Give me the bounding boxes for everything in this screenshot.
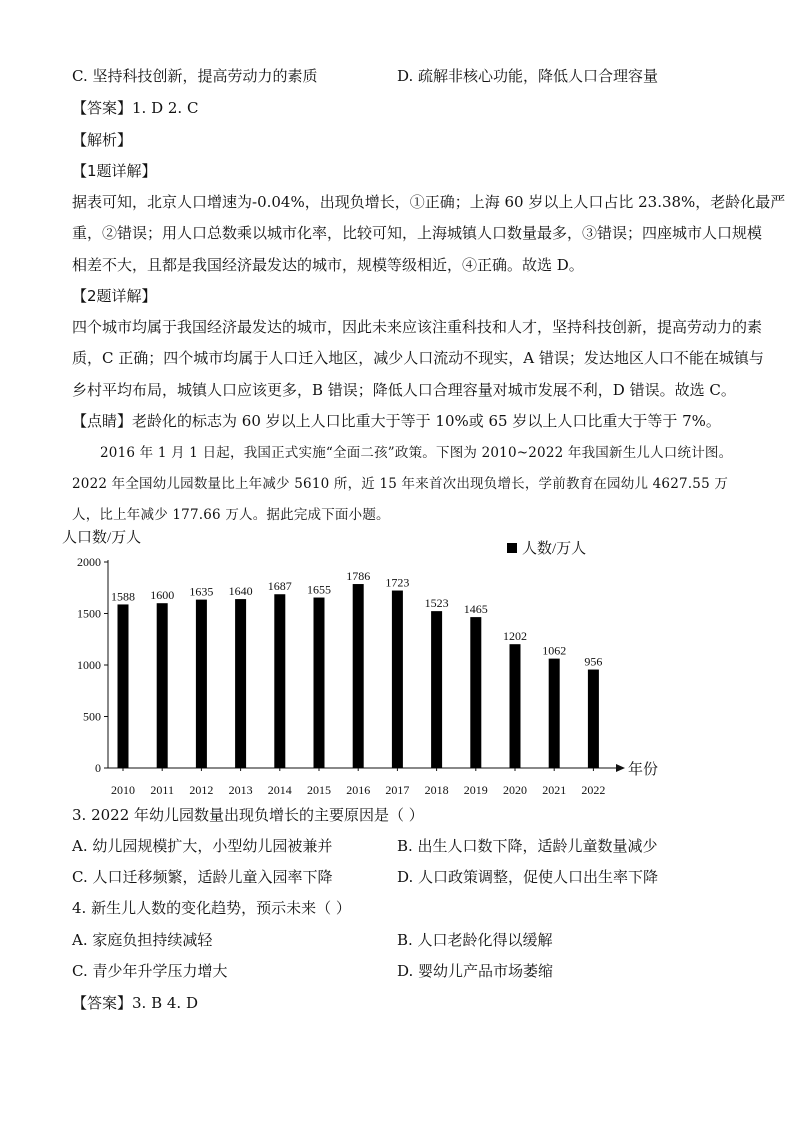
q3-stem: 3. 2022 年幼儿园数量出现负增长的主要原因是（ ） — [72, 806, 424, 824]
legend-label: 人数/万人 — [522, 541, 587, 557]
bar-value-label: 1062 — [542, 643, 567, 658]
answer-line-1 — [72, 98, 198, 118]
detail2-line: 乡村平均布局，城镇人口应该更多，B 错误；降低人口合理容量对城市发展不利，D 错误。故选 C。 — [72, 381, 736, 399]
tip-text: 老龄化的标志为 60 岁以上人口比重大于等于 10%或 65 岁以上人口比重大于等于 7%。 — [132, 412, 721, 430]
q4-option-c: C. 青少年升学压力增大 — [72, 962, 228, 980]
y-tick-label: 2000 — [77, 555, 101, 569]
bar — [549, 659, 560, 768]
bar-value-label: 1655 — [307, 582, 331, 597]
bar — [235, 599, 246, 768]
x-axis-arrow — [616, 764, 625, 772]
answer-text: 1. D 2. C — [132, 99, 199, 117]
bar-value-label: 1465 — [463, 602, 488, 617]
newborn-bar-chart — [60, 524, 660, 804]
bar — [510, 644, 521, 768]
q3-option-a: A. 幼儿园规模扩大，小型幼儿园被兼并 — [72, 837, 333, 855]
bar-value-label: 1635 — [189, 584, 214, 599]
bar-value-label: 1523 — [424, 596, 449, 611]
bar-value-label: 1202 — [503, 629, 527, 644]
bar — [431, 611, 442, 768]
detail1-tag: 【1题详解】 — [72, 162, 157, 180]
intro-line: 2022 年全国幼儿园数量比上年减少 5610 所，近 15 年来首次出现负增长，学前教育在园幼儿 4627.55 万 — [72, 476, 729, 492]
detail2-line: 质，C 正确；四个城市均属于人口迁入地区，减少人口流动不现实，A 错误；发达地区人口不能在城镇与 — [72, 349, 764, 367]
answer-tag: 【答案】 — [72, 99, 133, 117]
x-tick-label: 2022 — [581, 783, 606, 797]
bar — [118, 604, 129, 768]
bar-value-label: 1640 — [228, 584, 253, 599]
detail2-tag: 【2题详解】 — [72, 287, 157, 305]
prev-option-d: D. 疏解非核心功能，降低人口合理容量 — [397, 67, 659, 85]
bar-value-label: 1687 — [267, 579, 292, 594]
bar — [470, 617, 481, 768]
answer-line-2 — [72, 993, 198, 1013]
q4-option-a: A. 家庭负担持续减轻 — [72, 931, 213, 949]
x-tick-label: 2016 — [346, 783, 371, 797]
bar — [353, 584, 364, 768]
answer-tag: 【答案】 — [72, 994, 133, 1012]
analysis-tag: 【解析】 — [72, 131, 133, 149]
y-tick-label: 0 — [95, 761, 101, 775]
x-tick-label: 2014 — [267, 783, 292, 797]
prev-option-c: C. 坚持科技创新，提高劳动力的素质 — [72, 67, 318, 85]
answer-text: 3. B 4. D — [132, 994, 198, 1012]
x-tick-label: 2018 — [424, 783, 449, 797]
q4-stem: 4. 新生儿人数的变化趋势，预示未来（ ） — [72, 899, 351, 917]
x-tick-label: 2011 — [150, 783, 174, 797]
legend-swatch — [507, 543, 517, 553]
q4-option-b: B. 人口老龄化得以缓解 — [397, 931, 553, 949]
x-tick-label: 2021 — [542, 783, 567, 797]
y-tick-label: 500 — [83, 709, 101, 724]
x-tick-label: 2012 — [189, 783, 214, 797]
bar-value-label: 1786 — [346, 569, 371, 584]
intro-line: 人，比上年减少 177.66 万人。据此完成下面小题。 — [72, 507, 390, 523]
bar — [588, 670, 599, 768]
bar-value-label: 956 — [584, 654, 603, 669]
bar-value-label: 1600 — [150, 588, 175, 603]
y-axis-label: 人口数/万人 — [62, 530, 142, 546]
y-tick-label: 1000 — [77, 658, 101, 672]
x-axis-label: 年份 — [628, 762, 659, 778]
q3-option-b: B. 出生人口数下降，适龄儿童数量减少 — [397, 837, 658, 855]
bar — [392, 591, 403, 768]
bar — [157, 603, 168, 768]
detail1-line: 相差不大，且都是我国经济最发达的城市，规模等级相近，④正确。故选 D。 — [72, 256, 584, 274]
bar-value-label: 1588 — [111, 589, 135, 604]
detail2-line: 四个城市均属于我国经济最发达的城市，因此未来应该注重科技和人才，坚持科技创新，提高劳动力的素 — [72, 318, 763, 336]
detail1-line: 重，②错误；用人口总数乘以城市化率，比较可知，上海城镇人口数量最多，③错误；四座城市人口规模 — [72, 224, 763, 242]
q4-option-d: D. 婴幼儿产品市场萎缩 — [397, 962, 554, 980]
x-tick-label: 2019 — [463, 783, 488, 797]
q3-option-d: D. 人口政策调整，促使人口出生率下降 — [397, 868, 659, 886]
bar — [314, 598, 325, 768]
detail1-line: 据表可知，北京人口增速为-0.04%，出现负增长，①正确；上海 60 岁以上人口占比 23.38%，老龄化最严 — [72, 193, 786, 211]
x-tick-label: 2017 — [385, 783, 410, 797]
x-tick-label: 2010 — [111, 783, 135, 797]
intro-line: 2016 年 1 月 1 日起，我国正式实施“全面二孩”政策。下图为 2010~2022 年我国新生儿人口统计图。 — [100, 445, 733, 461]
tip-line — [72, 411, 721, 431]
x-tick-label: 2020 — [503, 783, 527, 797]
y-tick-label: 1500 — [77, 606, 101, 621]
x-tick-label: 2013 — [228, 783, 253, 797]
bar — [274, 594, 285, 768]
q3-option-c: C. 人口迁移频繁，适龄儿童入园率下降 — [72, 868, 333, 886]
bar-value-label: 1723 — [385, 575, 410, 590]
bar — [196, 600, 207, 768]
x-tick-label: 2015 — [307, 783, 331, 797]
tip-tag: 【点睛】 — [72, 412, 133, 430]
